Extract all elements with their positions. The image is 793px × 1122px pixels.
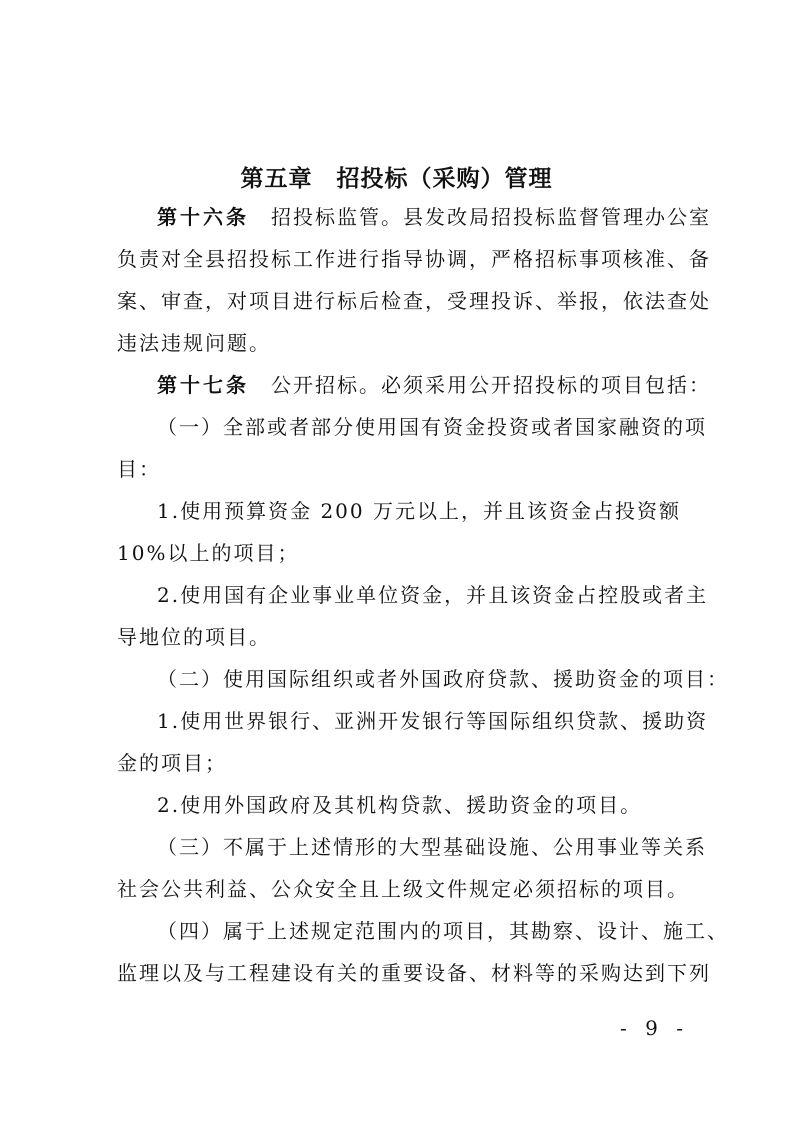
item-2-2-line-1: 2.使用外国政府及其机构贷款、援助资金的项目。	[157, 793, 643, 817]
item-2-line-1: （二）使用国际组织或者外国政府贷款、援助资金的项目：	[157, 667, 729, 691]
page-number: - 9 -	[620, 1016, 689, 1040]
item-1-2-line-2: 导地位的项目。	[117, 625, 271, 649]
article-16-line-2: 负责对全县招投标工作进行指导协调，严格招标事项核准、备	[117, 247, 711, 271]
item-2-1-line-1: 1.使用世界银行、亚洲开发银行等国际组织贷款、援助资	[157, 709, 709, 733]
article-17-text-1: 公开招标。必须采用公开招投标的项目包括：	[271, 373, 711, 397]
article-16-line-4: 违法违规问题。	[117, 331, 271, 355]
article-16-text-1: 招投标监管。县发改局招投标监督管理办公室	[271, 205, 711, 229]
article-17-line-1	[157, 371, 711, 399]
item-1-line-2: 目：	[117, 457, 161, 481]
item-1-line-1: （一）全部或者部分使用国有资金投资或者国家融资的项	[157, 415, 707, 439]
item-3-line-1: （三）不属于上述情形的大型基础设施、公用事业等关系	[157, 835, 707, 859]
item-1-1-line-1: 1.使用预算资金 200 万元以上，并且该资金占投资额	[157, 499, 681, 523]
chapter-title: 第五章 招投标（采购）管理	[240, 166, 553, 192]
item-2-1-line-2: 金的项目；	[117, 751, 227, 775]
article-16-line-3: 案、审查，对项目进行标后检查，受理投诉、举报，依法查处	[117, 289, 711, 313]
item-3-line-2: 社会公共利益、公众安全且上级文件规定必须招标的项目。	[117, 877, 689, 901]
article-17-label: 第十七条	[157, 373, 249, 397]
item-4-line-2: 监理以及与工程建设有关的重要设备、材料等的采购达到下列	[117, 961, 711, 985]
item-1-2-line-1: 2.使用国有企业事业单位资金，并且该资金占控股或者主	[157, 583, 709, 607]
article-16-label: 第十六条	[157, 205, 249, 229]
item-1-1-line-2: 10%以上的项目；	[117, 541, 300, 565]
item-4-line-1: （四）属于上述规定范围内的项目，其勘察、设计、施工、	[157, 919, 729, 943]
article-16-line-1	[157, 203, 711, 231]
